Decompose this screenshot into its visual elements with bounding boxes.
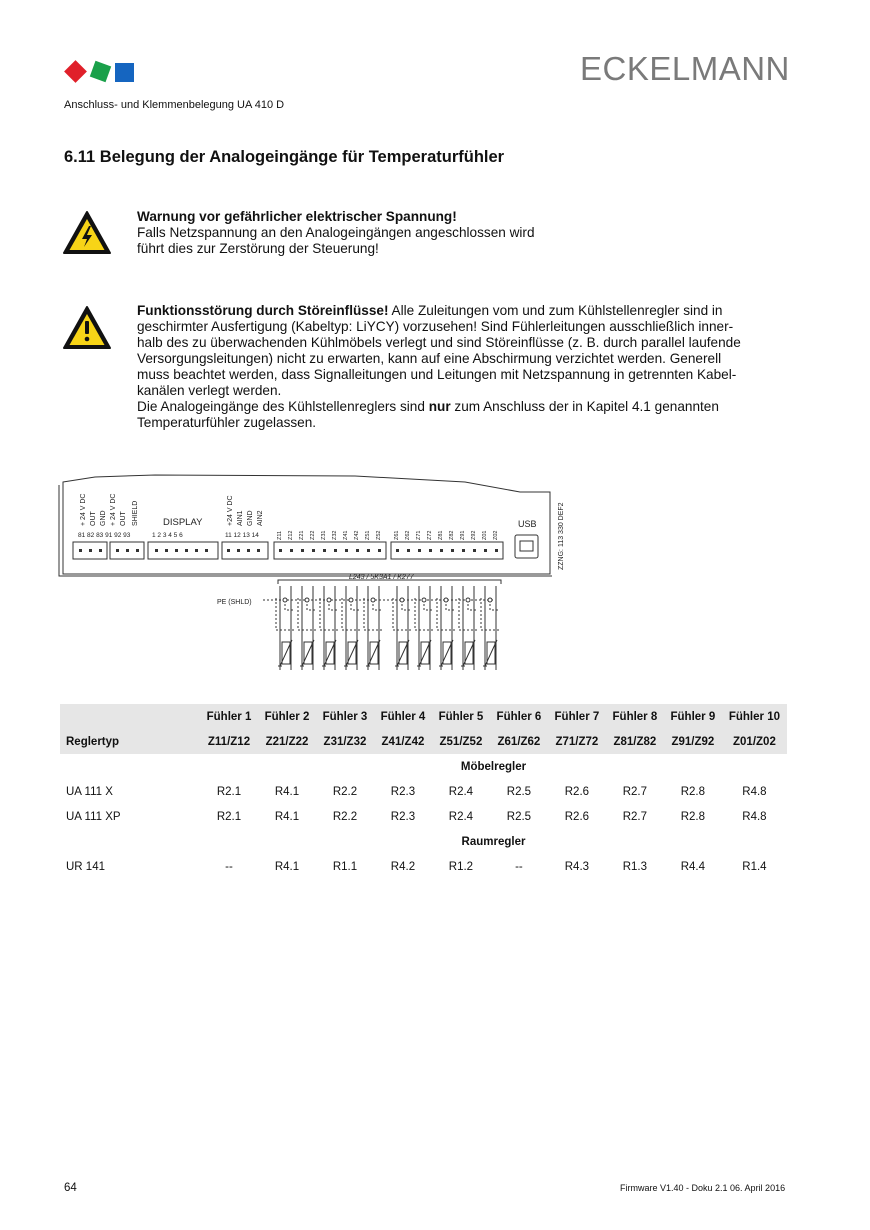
- table-cell: [60, 829, 200, 854]
- page-number: 64: [64, 1182, 77, 1194]
- table-cell: Z51/Z52: [432, 729, 490, 754]
- sensor-terminal-label: Z21: [299, 530, 305, 540]
- usb-label: USB: [518, 519, 537, 529]
- wiring-diagram: [55, 470, 585, 680]
- high-voltage-warning-icon: [62, 210, 112, 256]
- table-cell: Fühler 4: [374, 704, 432, 729]
- terminal-contact: [247, 549, 250, 552]
- warning-interference-line: geschirmter Ausfertigung (Kabeltyp: LiYCY) vorzusehen! Sind Fühlerleitungen ausschließlich inner-: [137, 319, 734, 334]
- table-cell: R2.6: [564, 785, 590, 798]
- table-cell: R4.8: [742, 785, 767, 798]
- terminal-contact: [175, 549, 178, 552]
- table-cell: R4.1: [274, 810, 300, 823]
- terminal-contact: [116, 549, 119, 552]
- terminal-contact: [407, 549, 410, 552]
- table-header-row: [60, 729, 787, 754]
- row-label-cell: Reglertyp: [60, 729, 200, 754]
- terminal-contact: [185, 549, 188, 552]
- terminal-contact: [279, 549, 282, 552]
- table-cell: R2.7: [622, 785, 648, 798]
- terminal-contact: [418, 549, 421, 552]
- table-cell: Fühler 8: [606, 704, 664, 729]
- table-cell: --: [225, 860, 233, 873]
- terminal-contact: [205, 549, 208, 552]
- table-section-row: [60, 829, 787, 854]
- sensor-terminal-label: Z52: [376, 530, 382, 540]
- terminal-label: +24 V DC: [227, 495, 234, 526]
- table-cell: R1.1: [332, 860, 358, 873]
- warning-interference-line: [137, 399, 741, 415]
- table-cell: Z61/Z62: [490, 729, 548, 754]
- terminal-contact: [79, 549, 82, 552]
- terminal-label: + 24 V DC: [80, 493, 87, 526]
- table-cell: Z11/Z12: [200, 729, 258, 754]
- table-cell: Fühler 1: [200, 704, 258, 729]
- table-cell: Fühler 9: [664, 704, 722, 729]
- drawing-number: ZZNG: 113 330 DEF2: [558, 502, 565, 570]
- table-cell: R2.7: [622, 810, 648, 823]
- table-cell: R4.1: [274, 860, 300, 873]
- terminal-contact: [290, 549, 293, 552]
- table-section-row: [60, 754, 787, 779]
- terminal-contact: [396, 549, 399, 552]
- group3-labels: [227, 495, 264, 526]
- sensor-terminal-label: Z92: [471, 530, 477, 540]
- row-label-cell: UA 111 X: [66, 785, 113, 798]
- warning-interference-line: Temperaturfühler zugelassen.: [137, 415, 317, 430]
- terminal-label: AIN1: [237, 510, 244, 526]
- text-span: Die Analogeingänge des Kühlstellenreglers sind: [137, 399, 429, 414]
- terminal-label: OUT: [90, 511, 97, 526]
- terminal-contact: [495, 549, 498, 552]
- warning-voltage: [137, 209, 535, 257]
- table-cell: R4.8: [742, 810, 767, 823]
- table-cell: R2.8: [680, 785, 706, 798]
- footer-version: Firmware V1.40 - Doku 2.1 06. April 2016: [620, 1183, 786, 1193]
- sensor-terminal-label: Z41: [343, 530, 349, 540]
- row-label-cell: [60, 704, 200, 729]
- logo-square-blue: [115, 63, 134, 82]
- warning-interference-line: Versorgungsleitungen) nicht zu erwarten, kann auf eine Abschirmung verzichtet werden. Generell: [137, 351, 722, 366]
- table-cell: R4.4: [680, 860, 706, 873]
- text-span: zum Anschluss der in Kapitel 4.1 genannten: [450, 399, 719, 414]
- sensor-terminal-labels: [277, 531, 499, 540]
- table-cell: R2.2: [332, 785, 358, 798]
- temperature-sensor: [459, 586, 478, 670]
- logo-square-red: [64, 60, 87, 83]
- table-cell: Fühler 7: [548, 704, 606, 729]
- brand-name: ECKELMANN: [580, 50, 790, 87]
- terminal-label: SHIELD: [132, 500, 139, 526]
- terminal-contact: [165, 549, 168, 552]
- sensor-terminal-label: Z62: [405, 530, 411, 540]
- terminal-contact: [473, 549, 476, 552]
- terminal-contact: [367, 549, 370, 552]
- sensor-terminal-label: Z02: [493, 530, 499, 540]
- temperature-sensor: [393, 586, 412, 670]
- table-cell: Fühler 3: [316, 704, 374, 729]
- table-cell: R2.4: [448, 785, 474, 798]
- emphasis: nur: [428, 399, 451, 414]
- table-cell: Fühler 6: [490, 704, 548, 729]
- terminal-contact: [227, 549, 230, 552]
- table-cell: R2.4: [448, 810, 474, 823]
- sensor-terminal-label: Z72: [427, 530, 433, 540]
- warning-voltage-line: führt dies zur Zerstörung der Steuerung!: [137, 241, 379, 256]
- terminal-contact: [484, 549, 487, 552]
- warning-interference-title: Funktionsstörung durch Störeinflüsse!: [137, 303, 389, 318]
- sensor-terminal-label: Z51: [365, 530, 371, 540]
- section-title: 6.11 Belegung der Analogeingänge für Temperaturfühler: [64, 148, 505, 166]
- table-header-row: [60, 704, 787, 729]
- sensor-terminal-label: Z82: [449, 530, 455, 540]
- logo-square-green: [90, 61, 111, 82]
- temperature-sensor: [342, 586, 361, 670]
- warning-interference: [137, 303, 741, 431]
- table-row: [60, 779, 787, 804]
- sensor-terminal-label: Z81: [438, 530, 444, 540]
- temperature-sensor: [320, 586, 339, 670]
- group3-numbers: 11 12 13 14: [225, 532, 259, 539]
- terminal-contact: [136, 549, 139, 552]
- sensor-terminal-label: Z12: [288, 530, 294, 540]
- table-cell: R2.5: [506, 810, 532, 823]
- terminal-contact: [323, 549, 326, 552]
- temperature-sensor: [437, 586, 456, 670]
- temperature-sensor: [364, 586, 383, 670]
- section-label: Raumregler: [461, 835, 526, 848]
- table-cell: R4.1: [274, 785, 300, 798]
- terminal-contact: [301, 549, 304, 552]
- table-cell: R2.1: [216, 810, 242, 823]
- sensor-terminal-label: Z32: [332, 530, 338, 540]
- table-cell: [60, 754, 200, 779]
- terminal-contact: [378, 549, 381, 552]
- row-label-cell: UR 141: [66, 860, 105, 873]
- terminal-contact: [99, 549, 102, 552]
- table-cell: R2.6: [564, 810, 590, 823]
- table-cell: R1.2: [448, 860, 474, 873]
- table-cell: Fühler 5: [432, 704, 490, 729]
- display-numbers: 1 2 3 4 5 6: [152, 532, 183, 539]
- group1-numbers: 81 82 83 91 92 93: [78, 532, 131, 539]
- sensor-terminal-label: Z01: [482, 530, 488, 540]
- table-cell: Fühler 10: [722, 704, 787, 729]
- pe-label: PE (SHLD): [217, 599, 252, 606]
- table-cell: R2.5: [506, 785, 532, 798]
- terminal-contact: [429, 549, 432, 552]
- table-cell: R2.2: [332, 810, 358, 823]
- terminal-contact: [356, 549, 359, 552]
- warning-interference-text: Alle Zuleitungen vom und zum Kühlstellenregler sind in: [388, 303, 723, 318]
- table-row: [60, 854, 787, 879]
- table-cell: Z91/Z92: [664, 729, 722, 754]
- display-label: DISPLAY: [163, 517, 203, 528]
- table-cell: R1.3: [622, 860, 648, 873]
- warning-interference-line: kanälen verlegt werden.: [137, 383, 282, 398]
- sensor-terminal-label: Z42: [354, 530, 360, 540]
- section-label: Möbelregler: [460, 760, 527, 773]
- warning-voltage-title: Warnung vor gefährlicher elektrischer Spannung!: [137, 209, 457, 224]
- temperature-sensor: [276, 586, 295, 670]
- terminal-label: + 24 V DC: [110, 493, 117, 526]
- sensor-terminal-label: Z61: [394, 530, 400, 540]
- terminal-contact: [126, 549, 129, 552]
- table-cell: Z41/Z42: [374, 729, 432, 754]
- table-cell: Z81/Z82: [606, 729, 664, 754]
- general-warning-icon: [62, 305, 112, 351]
- sensor-terminal-label: Z91: [460, 530, 466, 540]
- terminal-contact: [451, 549, 454, 552]
- table-cell: Z31/Z32: [316, 729, 374, 754]
- table-cell: R4.3: [564, 860, 590, 873]
- group1-labels: [80, 494, 139, 527]
- temperature-sensor: [298, 586, 317, 670]
- table-cell: --: [515, 860, 523, 873]
- warning-voltage-line: Falls Netzspannung an den Analogeingängen angeschlossen wird: [137, 225, 535, 240]
- table-cell: R2.8: [680, 810, 706, 823]
- terminal-label: GND: [100, 510, 107, 526]
- sensor-terminal-label: Z22: [310, 530, 316, 540]
- table-cell: R4.2: [390, 860, 416, 873]
- terminal-contact: [195, 549, 198, 552]
- terminal-contact: [155, 549, 158, 552]
- table-cell: Z21/Z22: [258, 729, 316, 754]
- terminal-contact: [312, 549, 315, 552]
- warning-interference-line: muss beachtet werden, dass Signalleitungen und Leitungen mit Netzspannung in getrennten Kabel-: [137, 367, 737, 382]
- sensor-terminal-label: Z71: [416, 530, 422, 540]
- temperature-sensor: [481, 586, 500, 670]
- row-label-cell: UA 111 XP: [66, 810, 121, 823]
- temperature-sensor: [415, 586, 434, 670]
- sensor-wiring: [276, 586, 500, 670]
- sensor-assignment-table: [60, 704, 787, 879]
- terminal-contact: [440, 549, 443, 552]
- terminal-label: OUT: [120, 511, 127, 526]
- table-row: [60, 804, 787, 829]
- table-cell: R2.3: [390, 785, 416, 798]
- terminal-contact: [462, 549, 465, 552]
- table-cell: Z01/Z02: [722, 729, 787, 754]
- terminal-contact: [237, 549, 240, 552]
- table-cell: R1.4: [742, 860, 767, 873]
- terminal-contact: [257, 549, 260, 552]
- sensor-terminal-label: Z31: [321, 530, 327, 540]
- warning-interference-line: halb des zu überwachenden Kühlmöbels verlegt und sind Störeinflüsse (z. B. durch parallel laufende: [137, 335, 741, 350]
- table-cell: R2.1: [216, 785, 242, 798]
- terminal-label: GND: [247, 510, 254, 526]
- table-cell: R2.3: [390, 810, 416, 823]
- terminal-label: AIN2: [257, 510, 264, 526]
- table-cell: Fühler 2: [258, 704, 316, 729]
- document-subtitle: Anschluss- und Klemmenbelegung UA 410 D: [64, 99, 285, 111]
- table-cell: Z71/Z72: [548, 729, 606, 754]
- warning-interference-line: [137, 303, 741, 319]
- terminal-contact: [345, 549, 348, 552]
- cable-label: L243 / 5K3A1 / K277: [349, 574, 414, 581]
- terminal-contact: [334, 549, 337, 552]
- sensor-terminal-label: Z11: [277, 530, 283, 540]
- terminal-contact: [89, 549, 92, 552]
